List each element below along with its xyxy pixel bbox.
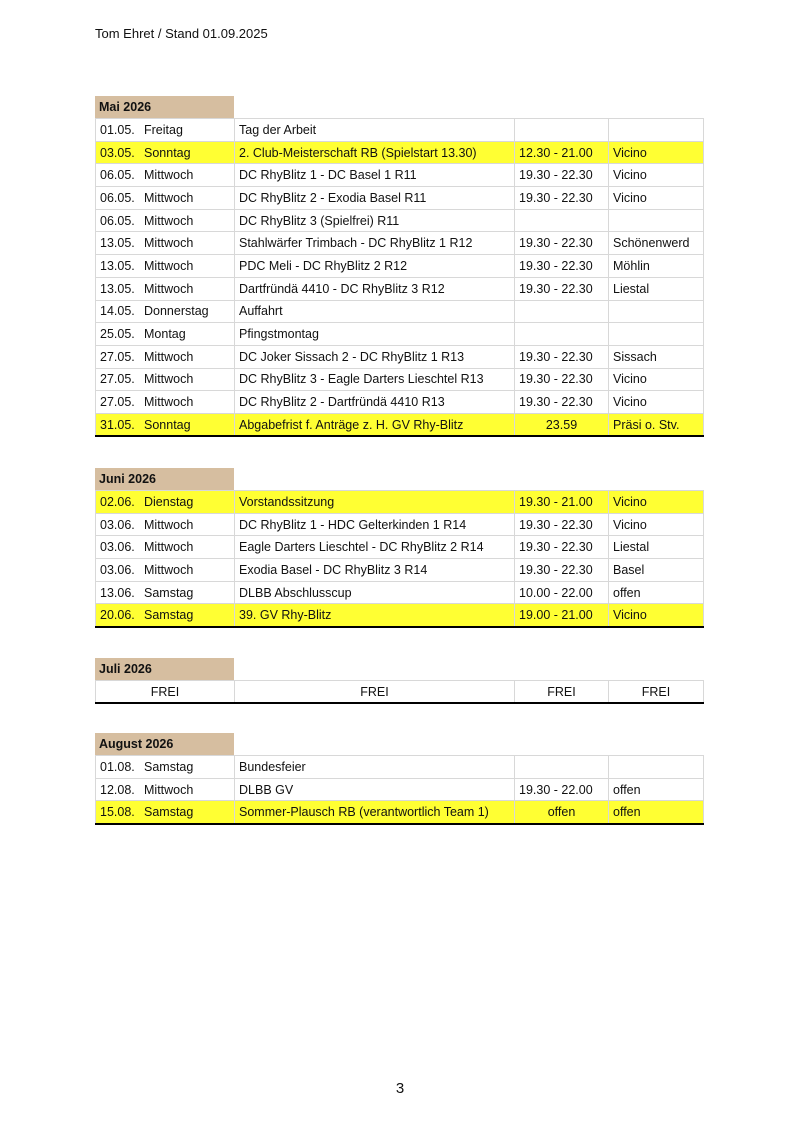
date-cell [96,255,235,278]
date-cell [96,300,235,323]
table-row [96,164,704,187]
place-cell: offen [609,778,704,801]
place-cell: offen [609,801,704,824]
frei-cell: FREI [235,681,515,704]
date-cell [96,756,235,779]
time-cell: 19.30 - 22.00 [515,778,609,801]
place-cell [609,119,704,142]
month-label: Mai 2026 [95,96,234,118]
weekday: Samstag [144,608,194,623]
event-cell: DC RhyBlitz 3 - Eagle Darters Lieschtel R13 [235,368,515,391]
schedule-table [95,680,704,704]
schedule-table [95,490,704,628]
time-cell [515,300,609,323]
time-cell: 19.30 - 22.30 [515,277,609,300]
date: 12.08. [100,782,135,797]
place-cell: offen [609,581,704,604]
date: 06.05. [100,190,135,205]
date-cell [96,604,235,627]
date-cell [96,232,235,255]
date: 13.06. [100,585,135,600]
weekday: Mittwoch [144,782,194,797]
date: 03.06. [100,517,135,532]
table-row [96,559,704,582]
table-row [96,277,704,300]
weekday: Mittwoch [144,281,194,296]
place-cell: Vicino [609,513,704,536]
date: 15.08. [100,804,135,819]
date-cell [96,581,235,604]
place-cell: Vicino [609,187,704,210]
weekday: Mittwoch [144,349,194,364]
time-cell: 19.30 - 22.30 [515,391,609,414]
place-cell: Möhlin [609,255,704,278]
event-cell: Stahlwärfer Trimbach - DC RhyBlitz 1 R12 [235,232,515,255]
time-cell: 19.30 - 22.30 [515,255,609,278]
event-cell: PDC Meli - DC RhyBlitz 2 R12 [235,255,515,278]
weekday: Mittwoch [144,190,194,205]
table-row [96,581,704,604]
weekday: Mittwoch [144,258,194,273]
date: 31.05. [100,417,135,432]
time-cell: 19.30 - 22.30 [515,164,609,187]
date-cell [96,559,235,582]
table-row [96,513,704,536]
weekday: Mittwoch [144,168,194,183]
table-row [96,209,704,232]
table-row [96,232,704,255]
time-cell: 19.30 - 22.30 [515,536,609,559]
event-cell: Vorstandssitzung [235,491,515,514]
date: 20.06. [100,608,135,623]
event-cell: DC RhyBlitz 2 - Dartfründä 4410 R13 [235,391,515,414]
page-header: Tom Ehret / Stand 01.09.2025 [95,26,268,41]
time-cell: 19.30 - 21.00 [515,491,609,514]
time-cell: 19.30 - 22.30 [515,513,609,536]
date: 13.05. [100,281,135,296]
table-row [96,604,704,627]
place-cell: Präsi o. Stv. [609,413,704,436]
time-cell: 19.30 - 22.30 [515,559,609,582]
table-row [96,119,704,142]
table-row [96,323,704,346]
date: 06.05. [100,213,135,228]
table-row [96,756,704,779]
date-cell [96,368,235,391]
event-cell: Tag der Arbeit [235,119,515,142]
date-cell [96,536,235,559]
date: 13.05. [100,258,135,273]
table-row [96,255,704,278]
date-cell [96,413,235,436]
date: 25.05. [100,327,135,342]
place-cell [609,323,704,346]
time-cell: 19.30 - 22.30 [515,232,609,255]
event-cell: 39. GV Rhy-Blitz [235,604,515,627]
weekday: Mittwoch [144,213,194,228]
weekday: Mittwoch [144,540,194,555]
event-cell: Bundesfeier [235,756,515,779]
place-cell: Vicino [609,491,704,514]
weekday: Mittwoch [144,517,194,532]
event-cell: DC RhyBlitz 3 (Spielfrei) R11 [235,209,515,232]
date-cell [96,345,235,368]
time-cell: 19.30 - 22.30 [515,368,609,391]
table-row [96,345,704,368]
table-row [96,141,704,164]
place-cell [609,209,704,232]
table-row [96,368,704,391]
weekday: Mittwoch [144,372,194,387]
schedule-table [95,755,704,825]
date: 27.05. [100,349,135,364]
date-cell [96,778,235,801]
time-cell: 10.00 - 22.00 [515,581,609,604]
date-cell [96,513,235,536]
time-cell: 19.00 - 21.00 [515,604,609,627]
date: 27.05. [100,372,135,387]
month-label: August 2026 [95,733,234,755]
weekday: Mittwoch [144,395,194,410]
table-row [96,681,704,704]
date-cell [96,801,235,824]
date-cell [96,491,235,514]
time-cell [515,119,609,142]
event-cell: Pfingstmontag [235,323,515,346]
place-cell: Sissach [609,345,704,368]
table-row [96,187,704,210]
time-cell [515,209,609,232]
time-cell: 23.59 [515,413,609,436]
table-row [96,778,704,801]
time-cell [515,323,609,346]
event-cell: 2. Club-Meisterschaft RB (Spielstart 13.30) [235,141,515,164]
place-cell [609,756,704,779]
date-cell [96,277,235,300]
date: 27.05. [100,395,135,410]
weekday: Freitag [144,122,183,137]
event-cell: DLBB Abschlusscup [235,581,515,604]
event-cell: Eagle Darters Lieschtel - DC RhyBlitz 2 R14 [235,536,515,559]
event-cell: Dartfründä 4410 - DC RhyBlitz 3 R12 [235,277,515,300]
date-cell [96,141,235,164]
place-cell: Vicino [609,164,704,187]
date: 03.06. [100,562,135,577]
time-cell: 19.30 - 22.30 [515,345,609,368]
date-cell [96,323,235,346]
month-label: Juni 2026 [95,468,234,490]
place-cell [609,300,704,323]
place-cell: Basel [609,559,704,582]
table-row [96,300,704,323]
date: 03.05. [100,145,135,160]
date: 03.06. [100,540,135,555]
event-cell: Auffahrt [235,300,515,323]
frei-cell: FREI [96,681,235,704]
time-cell: 19.30 - 22.30 [515,187,609,210]
weekday: Sonntag [144,417,191,432]
time-cell: offen [515,801,609,824]
weekday: Sonntag [144,145,191,160]
weekday: Montag [144,327,186,342]
place-cell: Vicino [609,141,704,164]
place-cell: Liestal [609,536,704,559]
section-juli [95,658,703,704]
schedule-table [95,118,704,437]
month-label: Juli 2026 [95,658,234,680]
section-juni [95,468,703,628]
event-cell: DLBB GV [235,778,515,801]
table-row [96,391,704,414]
frei-cell: FREI [609,681,704,704]
date: 01.08. [100,759,135,774]
date: 06.05. [100,168,135,183]
table-row [96,801,704,824]
date-cell [96,164,235,187]
weekday: Mittwoch [144,562,194,577]
section-august [95,733,703,825]
time-cell [515,756,609,779]
event-cell: DC Joker Sissach 2 - DC RhyBlitz 1 R13 [235,345,515,368]
date: 14.05. [100,304,135,319]
event-cell: DC RhyBlitz 2 - Exodia Basel R11 [235,187,515,210]
weekday: Samstag [144,804,194,819]
page-number: 3 [395,1080,405,1097]
event-cell: Exodia Basel - DC RhyBlitz 3 R14 [235,559,515,582]
event-cell: DC RhyBlitz 1 - HDC Gelterkinden 1 R14 [235,513,515,536]
place-cell: Vicino [609,604,704,627]
section-mai [95,96,703,437]
event-cell: Sommer-Plausch RB (verantwortlich Team 1) [235,801,515,824]
date-cell [96,209,235,232]
weekday: Samstag [144,585,194,600]
weekday: Dienstag [144,494,194,509]
date: 01.05. [100,122,135,137]
weekday: Samstag [144,759,194,774]
place-cell: Vicino [609,391,704,414]
table-row [96,491,704,514]
place-cell: Liestal [609,277,704,300]
date-cell [96,391,235,414]
weekday: Mittwoch [144,236,194,251]
place-cell: Vicino [609,368,704,391]
date-cell [96,187,235,210]
table-row [96,413,704,436]
place-cell: Schönenwerd [609,232,704,255]
date: 02.06. [100,494,135,509]
date-cell [96,119,235,142]
event-cell: Abgabefrist f. Anträge z. H. GV Rhy-Blitz [235,413,515,436]
event-cell: DC RhyBlitz 1 - DC Basel 1 R11 [235,164,515,187]
time-cell: 12.30 - 21.00 [515,141,609,164]
frei-cell: FREI [515,681,609,704]
date: 13.05. [100,236,135,251]
table-row [96,536,704,559]
weekday: Donnerstag [144,304,209,319]
